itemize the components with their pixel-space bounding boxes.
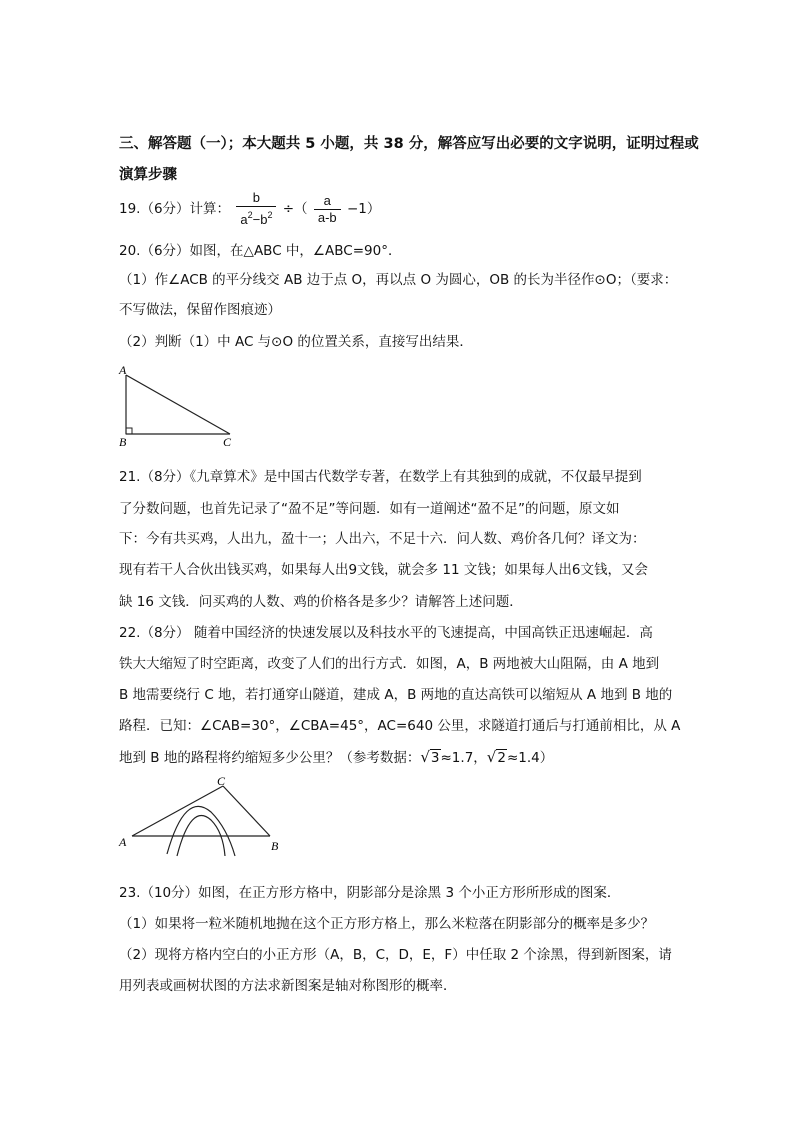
q19-divide: ÷（ — [282, 201, 308, 217]
q22-label-c: C — [217, 774, 226, 788]
q20-side-ac — [126, 375, 230, 434]
q19-fraction-2 — [314, 193, 341, 226]
question-19 — [119, 190, 380, 228]
q22-line1: 22.（8分） 随着中国经济的快速发展以及科技水平的飞速提高，中国高铁正迅速崛起．高 — [119, 625, 653, 641]
q20-label-c: C — [223, 435, 232, 449]
q22-mountain-outer — [167, 806, 235, 856]
q22-sqrt-3: √3 — [420, 748, 440, 766]
q22-label-b: B — [271, 839, 279, 853]
q22-side-bc — [223, 786, 270, 836]
q20-label-a: A — [119, 363, 127, 377]
q20-right-angle-mark — [126, 428, 132, 434]
q21-line3: 下：今有共买鸡，人出九，盈十一；人出六，不足十六．问人数、鸡价各几何？译文为： — [119, 531, 646, 547]
q20-triangle-figure — [115, 360, 245, 450]
q23-line3: （2）现将方格内空白的小正方形（A，B，C，D，E，F）中任取 2 个涂黑，得到新图案，请 — [119, 947, 672, 963]
q22-line5: 地到 B 地的路程将约缩短多少公里？（参考数据：√3≈1.7，√2≈1.4） — [119, 748, 554, 766]
q20-line1: 20.（6分）如图，在△ABC 中，∠ABC=90°． — [119, 243, 402, 259]
q22-mountain-figure — [115, 772, 290, 857]
q23-line4: 用列表或画树状图的方法求新图案是轴对称图形的概率． — [119, 978, 457, 994]
q19-frac2-numerator: a — [314, 193, 341, 210]
q21-line4: 现有若干人合伙出钱买鸡，如果每人出9文钱，就会多 11 文钱；如果每人出6文钱，又会 — [119, 562, 648, 578]
section-header-line2: 演算步骤 — [119, 167, 177, 183]
q19-frac1-numerator: b — [236, 190, 276, 207]
q21-line1: 21.（8分）《九章算术》是中国古代数学专著，在数学上有其独到的成就，不仅最早提到 — [119, 469, 642, 485]
q22-line3: B 地需要绕行 C 地，若打通穿山隧道，建成 A，B 两地的直达高铁可以缩短从 A 地到 B 地的 — [119, 687, 673, 703]
q19-suffix: −1） — [346, 201, 381, 217]
q19-frac2-denominator: a-b — [317, 209, 337, 225]
q20-line2: （1）作∠ACB 的平分线交 AB 边于点 O，再以点 O 为圆心，OB 的长为半径作⊙O；（要求： — [119, 272, 678, 288]
q21-line2: 了分数问题，也首先记录了“盈不足”等问题．如有一道阐述“盈不足”的问题，原文如 — [119, 501, 620, 517]
q23-line2: （1）如果将一粒米随机地抛在这个正方形方格上，那么米粒落在阴影部分的概率是多少？ — [119, 916, 655, 932]
q20-line4: （2）判断（1）中 AC 与⊙O 的位置关系，直接写出结果． — [119, 334, 473, 350]
q19-prefix: 19.（6分）计算： — [119, 201, 231, 217]
section-header-line1: 三、解答题（一）；本大题共 5 小题，共 38 分，解答应写出必要的文字说明，证明过程或 — [119, 136, 699, 152]
q19-fraction-1 — [236, 190, 276, 228]
q23-line1: 23.（10分）如图，在正方形方格中，阴影部分是涂黑 3 个小正方形所形成的图案． — [119, 885, 621, 901]
q22-label-a: A — [119, 835, 127, 849]
q19-frac1-denominator: $a^2-b^2$ — [240, 210, 273, 227]
q20-label-b: B — [119, 435, 127, 449]
q22-sqrt-2: √2 — [486, 748, 506, 766]
q22-line4: 路程．已知：∠CAB=30°，∠CBA=45°，AC=640 公里，求隧道打通后与打通前相比，从 A — [119, 718, 681, 734]
q20-line3: 不写做法，保留作图痕迹） — [119, 302, 281, 318]
q22-line2: 铁大大缩短了时空距离，改变了人们的出行方式．如图，A，B 两地被大山阻隔，由 A 地到 — [119, 656, 660, 672]
q21-line5: 缺 16 文钱．问买鸡的人数、鸡的价格各是多少？请解答上述问题． — [119, 594, 523, 610]
